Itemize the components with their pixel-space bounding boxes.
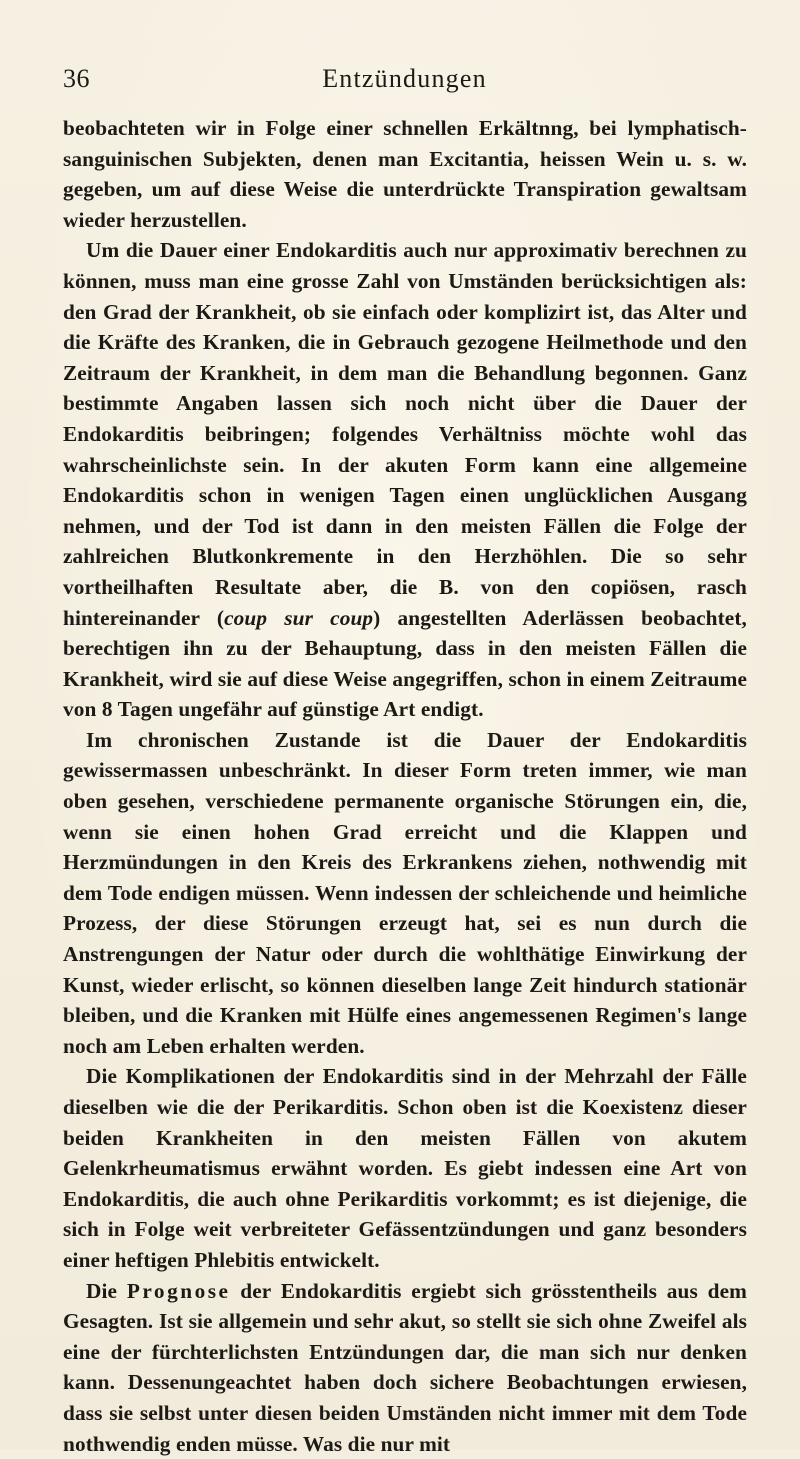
page-number: 36 (63, 64, 90, 93)
paragraph-4: Die Komplikationen der Endokarditis sind in der Mehrzahl der Fälle dieselben wie die der Perikarditis. Schon oben ist die Koexistenz dieser beiden Krankheiten in den meisten Fällen von akutem Gelenkrheumatismus erwähnt worden. Es giebt indessen eine Art von Endokarditis, die auch ohne Perikarditis vorkommt; es ist diejenige, die sich in Folge weit verbreiteter Gefässentzündungen und ganz besonders einer heftigen Phlebitis entwickelt. (63, 1064, 747, 1272)
page-header (63, 64, 746, 104)
paragraph-2-text-a: Um die Dauer einer Endokarditis auch nur approximativ berechnen zu können, muss man eine grosse Zahl von Umständen berücksichtigen als: den Grad der Krankheit, ob sie einfach oder komplizirt ist, das Alter und die Kräfte des Kranken, die in Gebrauch gezogene Heilmethode und den Zeitraum der Krankheit, in dem man die Behandlung begonnen. Ganz bestimmte Angaben lassen sich noch nicht über die Dauer der Endokarditis beibringen; folgendes Verhältniss möchte wohl das wahrscheinlichste sein. In der akuten Form kann eine allgemeine Endokarditis schon in wenigen Tagen einen unglücklichen Ausgang nehmen, und der Tod ist dann in den meisten Fällen die Folge der zahlreichen Blutkonkremente in den Herzhöhlen. Die so sehr vortheilhaften Resultate aber, die B. von den copiösen, rasch hintereinander ( (63, 238, 747, 630)
running-head: Entzündungen (322, 64, 487, 93)
paragraph-3: Im chronischen Zustande ist die Dauer der Endokarditis gewissermassen unbeschränkt. In dieser Form treten immer, wie man oben gesehen, verschiedene permanente organische Störungen ein, die, wenn sie einen hohen Grad erreicht und die Klappen und Herzmündungen in den Kreis des Erkrankens ziehen, nothwendig mit dem Tode endigen müssen. Wenn indessen der schleichende und heimliche Prozess, der diese Störungen erzeugt hat, sei es nun durch die Anstrengungen der Natur oder durch die wohlthätige Einwirkung der Kunst, wieder erlischt, so können dieselben lange Zeit hindurch stationär bleiben, und die Kranken mit Hülfe eines angemessenen Regimen's lange noch am Leben erhalten werden. (63, 727, 747, 1058)
paragraph-5-text: der Endokarditis ergiebt sich grösstentheils aus dem Gesagten. Ist sie allgemein und sehr akut, so stellt sie sich ohne Zweifel als eine der fürchterlichsten Entzündungen dar, die man sich nur denken kann. Dessenungeachtet haben doch sichere Beobachtungen erwiesen, dass sie selbst unter diesen beiden Umständen nicht immer mit dem Tode nothwendig enden müsse. Was die nur mit (63, 1278, 747, 1456)
prognose-term: Prognose (126, 1278, 231, 1303)
paragraph-5 (63, 1276, 747, 1459)
italic-coup-sur-coup: coup sur coup (224, 605, 374, 630)
body-text (63, 113, 747, 1459)
paragraph-1: beobachteten wir in Folge einer schnellen Erkältnng, bei lymphatisch-sanguinischen Subjekten, denen man Excitantia, heissen Wein u. s. w. gegeben, um auf diese Weise die unterdrückte Transpiration gewaltsam wieder herzustellen. (63, 116, 747, 232)
paragraph-2 (63, 235, 747, 725)
paragraph-2-text-b: ) angestellten Aderlässen beobachtet, berechtigen ihn zu der Behauptung, dass in den meisten Fällen die Krankheit, wird sie auf diese Weise angegriffen, schon in einem Zeitraume von 8 Tagen ungefähr auf günstige Art endigt. (63, 605, 747, 722)
paragraph-5-lead: Die (86, 1278, 127, 1303)
